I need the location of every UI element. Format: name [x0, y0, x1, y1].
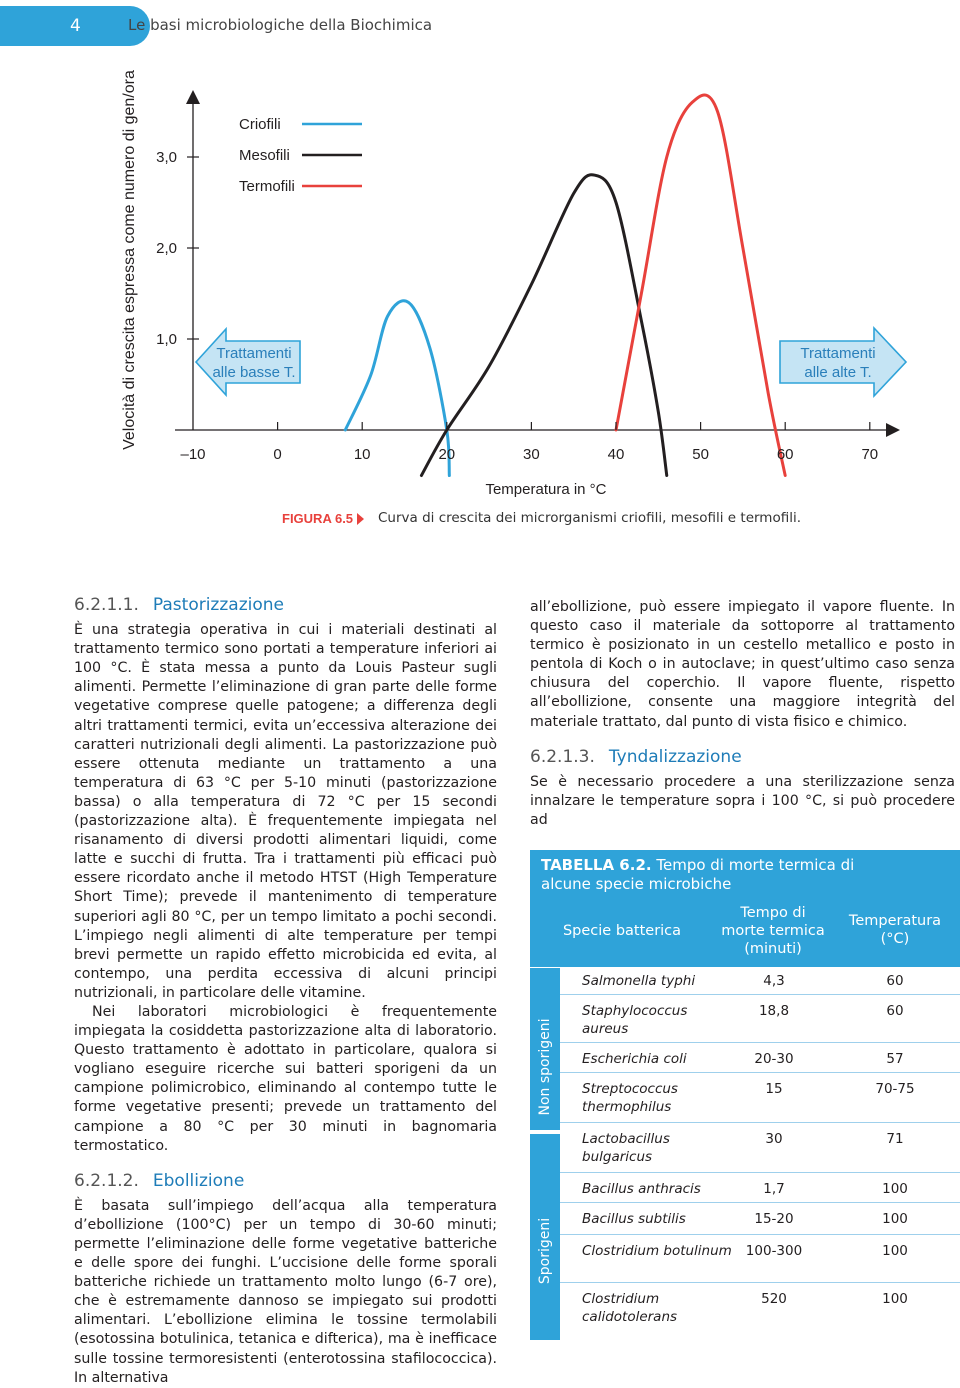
row-divider: [560, 1234, 960, 1235]
legend-label: Criofili: [239, 116, 281, 133]
section-heading-tyndalizzazione: [530, 748, 955, 767]
row-divider: [560, 1282, 960, 1283]
species-cell: Escherichia coli: [582, 1051, 687, 1067]
paragraph: Se è necessario procedere a una sterilizzazione senza innalzare le temperature sopra i 100 °C, si può procedere ad: [530, 773, 955, 828]
temp-cell: 60: [886, 1003, 904, 1019]
running-title: Le basi microbiologiche della Biochimica: [128, 16, 433, 34]
temp-cell: 100: [882, 1211, 908, 1227]
x-tick-label: –10: [180, 446, 206, 463]
x-tick-label: 40: [607, 446, 625, 463]
time-cell: 18,8: [758, 1003, 790, 1019]
x-tick-label: 10: [353, 446, 371, 463]
arrow-low-temp-line2: alle basse T.: [212, 364, 296, 381]
legend-label: Termofili: [239, 178, 295, 195]
section-title: Pastorizzazione: [152, 595, 284, 615]
row-divider: [560, 1202, 960, 1203]
y-axis-label: Velocità di crescita espressa come numero di gen/ora: [121, 70, 138, 450]
chart-arrows: [196, 328, 906, 396]
y-tick-label: 3,0: [156, 149, 177, 166]
y-tick-label: 2,0: [156, 240, 177, 257]
section-heading-ebollizione: [74, 1172, 497, 1191]
paragraph: all’ebollizione, può essere impiegato il vapore fluente. In questo caso il materiale da sottoporre al trattamento termico è posizionato in un cestello metallico e posto in pentola di Koch o in autoclave; in quest’ultimo caso senza chiusura del coperchio. Il vapore fluente, rispetto all’ebollizione, consente una maggiore integrità del materiale trattato, dal punto di vista fisico e chimico.: [530, 599, 955, 730]
chart-axes: [121, 70, 900, 498]
page-number: 4: [70, 16, 81, 36]
temp-cell: 100: [882, 1243, 908, 1259]
right-column: [530, 598, 955, 830]
temp-cell: 70-75: [875, 1081, 915, 1097]
species-cell: Staphylococcus aureus: [582, 1003, 688, 1037]
row-divider: [560, 1122, 960, 1123]
section-number: 6.2.1.3.: [530, 746, 595, 767]
y-axis-arrow-icon: [186, 90, 200, 104]
growth-curve-chart: [0, 60, 960, 500]
arrow-low-temp-line1: Trattamenti: [216, 345, 292, 362]
paragraph: È basata sull’impiego dell’acqua alla temperatura d’ebollizione (100°C) per un tempo di 30-60 minuti; permette l’eliminazione delle forme vegetative batteriche e delle spore dei funghi. L’uccisione delle forme sporali batteriche richiede un trattamento molto lungo (6-7 ore), che è estremamente dannoso se impiegato sui prodotti alimentari. L’ebollizione elimina le tossine termolabili (esotossina botulinica, tetanica e difterica), ma è inefficace sulle tossine termoresistenti (enterotossina stafilococcica). In alternativa: [74, 1197, 497, 1386]
time-cell: 520: [761, 1291, 787, 1307]
arrow-high-temp-icon: [780, 328, 906, 396]
time-cell: 15: [765, 1081, 783, 1097]
time-cell: 4,3: [763, 973, 785, 989]
table-header-species: Specie batterica: [562, 923, 682, 939]
temp-cell: 100: [882, 1291, 908, 1307]
spore-group-label: Sporigeni: [537, 1217, 553, 1285]
temp-cell: 60: [886, 973, 904, 989]
arrow-low-temp-icon: [196, 329, 300, 395]
time-cell: 30: [765, 1131, 783, 1147]
row-divider: [560, 1172, 960, 1173]
table-header-temp: Temperatura (°C): [848, 913, 942, 947]
species-cell: Streptococcus thermophilus: [582, 1081, 678, 1115]
arrow-high-temp-line2: alle alte T.: [804, 364, 872, 381]
figure-caption-label: FIGURA 6.5: [282, 511, 354, 526]
caption-arrow-icon: [357, 513, 364, 525]
species-cell: Lactobacillus bulgaricus: [582, 1131, 670, 1165]
species-cell: Clostridium botulinum: [582, 1243, 732, 1259]
chart-legend: [239, 116, 362, 195]
section-heading-pastorizzazione: [74, 596, 497, 615]
paragraph: È una strategia operativa in cui i materiali destinati al trattamento termico sono portati a temperature inferiori ai 100 °C. È stata messa a punto da Louis Pasteur sugli alimenti. Permette l’eliminazione di gran parte delle forme vegetative comprese quelle patogene; a differenza degli altri trattamenti termici, evita un’eccessiva alterazione dei caratteri nutrizionali degli alimenti. La pastorizzazione può essere ottenuta mediante un trattamento a una temperatura di 63 °C per 5-10 minuti (pastorizzazione bassa) o alla temperatura di 72 °C per 15 secondi (pastorizzazione alta). È frequentemente impiegata nel risanamento di diversi prodotti alimentari liquidi, come latte e succhi di frutta. Tra i trattamenti più efficaci può essere ricordato anche il metodo HTST (High Temperature Short Time); prevede il mantenimento di temperature superiori agli 80 °C, per un tempo limitato a pochi secondi. L’impiego negli alimenti di alte temperature per tempi brevi permette un rapido effetto microbicida ed evita, al contempo, una perdita eccessiva di alcuni principi nutrizionali, in particolare delle vitamine.: [74, 622, 497, 1001]
left-column: [74, 596, 497, 1388]
time-cell: 1,7: [763, 1181, 785, 1197]
section-title: Tyndalizzazione: [608, 746, 742, 767]
table-label: TABELLA 6.2.: [541, 856, 652, 874]
x-axis-arrow-icon: [886, 423, 900, 437]
time-cell: 20-30: [754, 1051, 794, 1067]
y-tick-label: 1,0: [156, 331, 177, 348]
chart-ticks: [156, 149, 878, 463]
x-tick-label: 30: [523, 446, 540, 463]
section-number: 6.2.1.1.: [74, 595, 139, 615]
x-tick-label: 0: [273, 446, 282, 463]
arrow-high-temp: [780, 328, 906, 396]
x-tick-label: 60: [776, 446, 794, 463]
x-axis-label: Temperatura in °C: [485, 481, 607, 498]
species-cell: Salmonella typhi: [582, 973, 696, 989]
arrow-low-temp: [196, 329, 300, 395]
row-divider: [560, 1042, 960, 1043]
section-title: Ebollizione: [152, 1170, 245, 1191]
species-cell: Clostridium calidotolerans: [582, 1291, 678, 1325]
chart-curves: [345, 95, 785, 476]
species-cell: Bacillus subtilis: [582, 1211, 686, 1227]
legend-label: Mesofili: [239, 147, 290, 164]
species-cell: Bacillus anthracis: [582, 1181, 701, 1197]
row-divider: [560, 1072, 960, 1073]
figure-caption-text: Curva di crescita dei microrganismi criofili, mesofili e termofili.: [378, 510, 802, 526]
x-tick-label: 20: [438, 446, 456, 463]
table-title-text: Tempo di morte termica di alcune specie microbiche: [541, 856, 855, 893]
row-divider: [560, 994, 960, 995]
temp-cell: 71: [886, 1131, 904, 1147]
x-tick-label: 70: [861, 446, 879, 463]
table-header-time: Tempo di morte termica (minuti): [721, 905, 825, 957]
temp-cell: 100: [882, 1181, 908, 1197]
section-number: 6.2.1.2.: [74, 1170, 139, 1191]
paragraph: Nei laboratori microbiologici è frequentemente impiegata la cosiddetta pastorizzazione alta di laboratorio. Questo trattamento è adottato in particolare, qualora si vogliano eseguire ricerche sui batteri sporigeni da un campione polimicrobico, eliminando al contempo tutte le forme vegetative presenti; prevede un trattamento del campione a 80 °C per 30 minuti in bagnomaria termostatico.: [74, 1003, 497, 1154]
x-tick-label: 50: [692, 446, 709, 463]
arrow-high-temp-line1: Trattamenti: [800, 345, 876, 362]
temp-cell: 57: [886, 1051, 904, 1067]
table-title: [541, 856, 871, 894]
time-cell: 15-20: [754, 1211, 794, 1227]
time-cell: 100-300: [745, 1243, 803, 1259]
nonspore-group-label: Non sporigeni: [537, 1018, 553, 1116]
series-line-termofili: [616, 95, 785, 476]
